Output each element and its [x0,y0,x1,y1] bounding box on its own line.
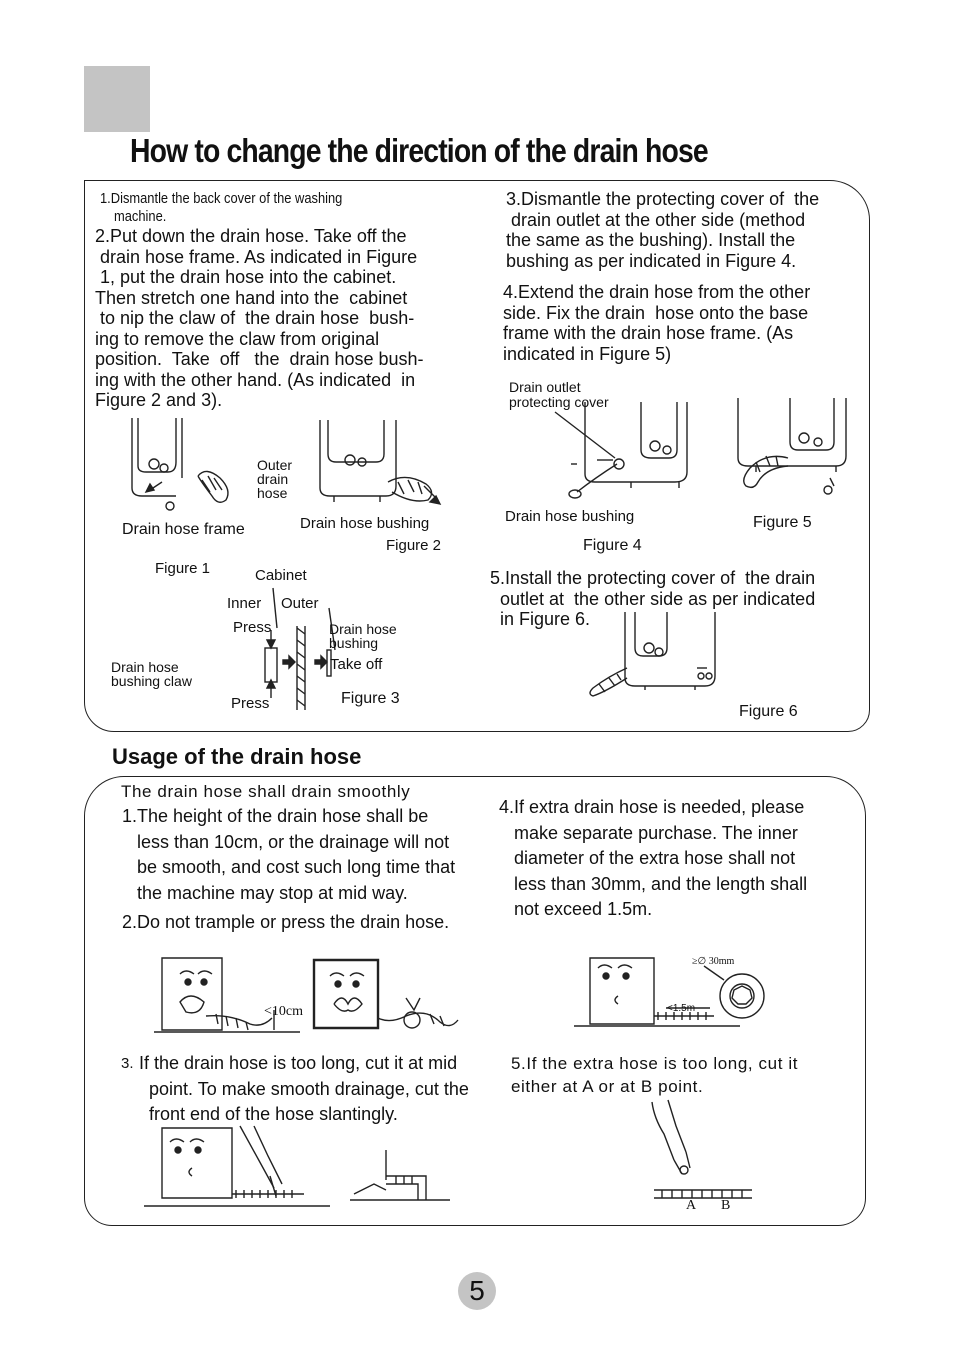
page-number: 5 [458,1272,496,1310]
label-drain-hose-bushing-fig4: Drain hose bushing [505,508,635,525]
usage-item-2: 2.Do not trample or press the drain hose. [122,912,450,932]
label-30mm: ≥∅ 30mm [692,956,735,967]
label-take-off: Take off [330,656,383,673]
label-drain-outlet-protecting-cover: Drain outlet protecting cover [509,379,609,410]
slant-cut-illustration [350,1150,460,1210]
usage-item-4: 4.If extra drain hose is needed, please make separate purchase. The inner diameter of the extra hose shall not less than 30mm, and the length shall not exceed 1.5m. [499,797,808,919]
hose-height-illustration [150,958,310,1038]
label-drain-hose-bushing-fig2: Drain hose bushing [300,515,430,532]
extra-hose-illustration [574,950,774,1030]
figure-2-illustration [316,420,446,510]
usage-item-3: If the drain hose is too long, cut it at mid point. To make smooth drainage, cut the front end of the hose slantingly. [139,1053,469,1124]
figure-1-illustration [128,418,238,518]
cut-hose-illustration [144,1126,344,1210]
usage-item-3-number: 3. [121,1055,134,1072]
label-point-a: A [686,1198,697,1213]
step-1-line1: 1.Dismantle the back cover of the washing [100,190,343,207]
label-1-5m: <1.5m [667,1003,696,1014]
step-4-text: 4.Extend the drain hose from the other side. Fix the drain hose onto the base frame with the drain hose frame. (As indicated in Figure 5) [503,282,811,364]
label-outer: Outer [281,595,319,612]
label-figure-6: Figure 6 [739,703,798,720]
label-press-bottom: Press [231,695,270,712]
usage-intro: The drain hose shall drain smoothly [121,782,411,801]
figure-4-illustration [555,398,705,508]
figure-6-illustration [585,612,720,697]
label-figure-4: Figure 4 [583,537,642,554]
label-figure-3: Figure 3 [341,690,400,707]
label-cabinet: Cabinet [255,567,307,584]
cut-a-or-b-illustration [646,1098,756,1203]
label-press-top: Press [233,619,272,636]
label-inner: Inner [227,595,262,612]
label-outer-drain-hose: Outer drain hose [257,457,293,501]
figure-5-illustration [736,398,851,498]
step-5-text: 5.Install the protecting cover of the drain outlet at the other side as per indicated in Figure 6. [490,568,816,629]
section-tab [84,66,150,132]
step-1-line2: machine. [114,208,167,225]
page-title: How to change the direction of the drain hose [130,132,708,169]
label-figure-5: Figure 5 [753,514,812,531]
usage-item-5: 5.If the extra hose is too long, cut it either at A or at B point. [511,1054,799,1096]
usage-item-1: 1.The height of the drain hose shall be less than 10cm, or the drainage will not be smooth, and cost such long time that the machine may stop at mid way. [122,806,456,903]
label-figure-1: Figure 1 [155,560,211,577]
step-3-text: 3.Dismantle the protecting cover of the drain outlet at the other side (method the same as the bushing). Install the bushing as per indicated in Figure 4. [506,189,820,271]
label-drain-hose-frame: Drain hose frame [122,521,245,538]
label-drain-hose-bushing-claw: Drain hose bushing claw [111,659,192,689]
label-point-b: B [721,1198,731,1213]
usage-section-title: Usage of the drain hose [112,744,362,769]
step-2-text: 2.Put down the drain hose. Take off the drain hose frame. As indicated in Figure 1, put the drain hose into the cabinet. Then stretch one hand into the cabinet to nip the claw of the drain hose bush- ing to remove the claw from original position. Take off the drain hose bush- ing with the other hand. (As indicated in Figure 2 and 3). [95,226,424,410]
trample-illustration [310,958,470,1038]
label-figure-2: Figure 2 [386,537,442,554]
label-drain-hose-bushing-fig3: Drain hose bushing [329,621,397,651]
label-10cm: <10cm [264,1004,303,1019]
